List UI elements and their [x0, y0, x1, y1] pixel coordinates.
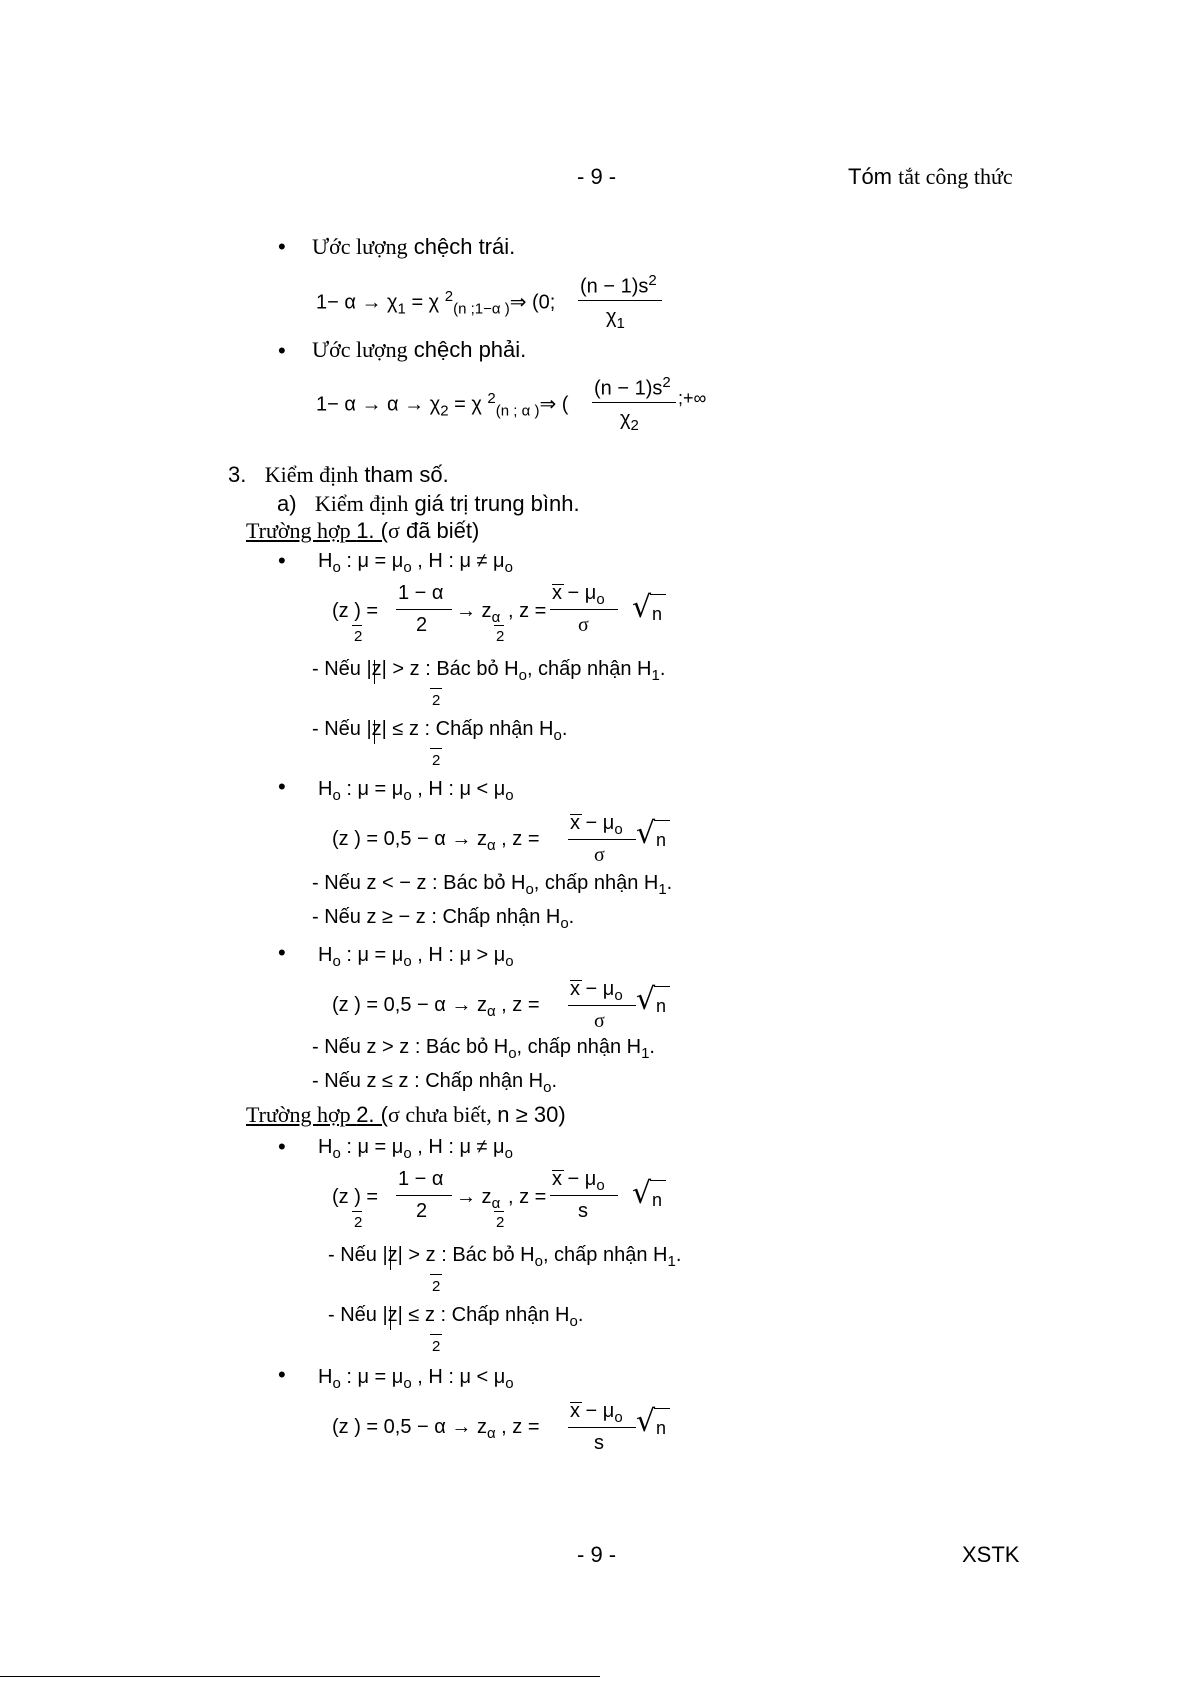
- stat-numerator: $x - \mu_o$: [570, 812, 623, 838]
- fraction-bar: [494, 1211, 504, 1212]
- fraction-bar: [578, 300, 662, 301]
- fraction-bar: [396, 609, 452, 610]
- rule-accept-z-den: 2: [432, 1338, 441, 1355]
- bullet: •: [278, 548, 286, 573]
- sqrt-bar: [654, 820, 670, 821]
- stat-denominator: s: [594, 1432, 604, 1454]
- fraction-bar: [550, 1195, 618, 1196]
- formula: (z ) = $0,5 - \alpha \to z_\alpha$ , z =: [332, 994, 540, 1020]
- stat-numerator: $x - \mu_o$: [552, 582, 605, 608]
- header-page-number: - 9 -: [577, 164, 617, 189]
- formula-arrow-den: 2: [496, 1214, 505, 1231]
- fraction-bar: [568, 1427, 636, 1428]
- hypothesis: $H_o$ : $\mu = \mu_o$ , H : $\mu < \mu_o$: [318, 778, 514, 804]
- header-title-rest: tắt công thức: [898, 164, 1013, 189]
- sqrt-bar: [650, 1180, 666, 1181]
- case1-label: Trường hợp 1. (σ đã biết): [246, 518, 480, 543]
- formula: (z ) = $0,5 - \alpha \to z_\alpha$ , z =: [332, 1416, 540, 1442]
- formula-lhs: (z ) =: [332, 1186, 379, 1208]
- formula-arrow-den: 2: [496, 628, 505, 645]
- hypothesis: $H_o$ : $\mu = \mu_o$ , H : $\mu \ne \mu_o$: [318, 550, 513, 576]
- fraction-bar: [430, 1274, 442, 1275]
- header-title: [848, 164, 1013, 190]
- subsection-heading: a) Kiểm định giá trị trung bình.: [277, 491, 580, 516]
- formula-lhs-sub: 2: [354, 628, 363, 645]
- bullet: •: [278, 234, 286, 259]
- fraction-bar: [430, 688, 442, 689]
- rule-reject-z-den: 2: [432, 1278, 441, 1295]
- sqrt-arg: n: [656, 996, 667, 1016]
- sqrt-symbol: √: [632, 590, 652, 625]
- estimation-right-label: Ước lượng chệch phải.: [312, 337, 527, 362]
- sqrt-arg: n: [652, 604, 663, 624]
- sqrt-symbol: √: [632, 1176, 652, 1211]
- estimation-right-formula: $1- \alpha \to \alpha \to \chi_2 = \chi$ $^2_{(n ; \alpha )}$⇒ (: [316, 390, 569, 420]
- bullet: •: [278, 774, 286, 799]
- fraction-bar: [430, 748, 442, 749]
- fraction-bar: [396, 1195, 452, 1196]
- rule-accept: - Nếu z ≥ − z : Chấp nhận $H_o$.: [312, 906, 575, 932]
- stat-denominator: σ: [594, 1010, 605, 1032]
- bottom-rule: [0, 1676, 600, 1677]
- sqrt-bar: [650, 594, 666, 595]
- formula-numerator: 1 − α: [398, 1168, 444, 1190]
- estimation-left-formula: $1- \alpha \to \chi_1 = \chi$ $^2_{(n ;1-\alpha )}$⇒ (0;: [316, 288, 556, 318]
- abs-bar: [374, 660, 375, 684]
- abs-bar: [390, 1246, 391, 1270]
- abs-bar: [374, 720, 375, 744]
- rule-reject: - Nếu |z| > z : Bác bỏ $H_o$, chấp nhận $H_1$.: [312, 658, 666, 684]
- estimation-left-denominator: $\chi_1$: [606, 306, 625, 332]
- fraction-bar: [352, 1211, 362, 1212]
- stat-numerator: $x - \mu_o$: [570, 1400, 623, 1426]
- footer-label: XSTK: [962, 1542, 1020, 1567]
- bullet: •: [278, 338, 286, 363]
- estimation-right-denominator: $\chi_2$: [620, 408, 639, 434]
- fraction-bar: [494, 625, 504, 626]
- rule-reject-z-den: 2: [432, 692, 441, 709]
- bullet: •: [278, 940, 286, 965]
- hypothesis: $H_o$ : $\mu = \mu_o$ , H : $\mu > \mu_o$: [318, 944, 514, 970]
- bullet: •: [278, 1362, 286, 1387]
- rule-reject: - Nếu z > z : Bác bỏ $H_o$, chấp nhận $H_1$.: [312, 1036, 655, 1062]
- stat-numerator: $x - \mu_o$: [570, 978, 623, 1004]
- footer-page-number: - 9 -: [577, 1542, 617, 1567]
- rule-accept: - Nếu z ≤ z : Chấp nhận $H_o$.: [312, 1070, 557, 1096]
- formula-sep: , z =: [508, 1186, 547, 1208]
- fraction-bar: [352, 625, 362, 626]
- rule-accept-z-den: 2: [432, 752, 441, 769]
- fraction-bar: [592, 402, 676, 403]
- sqrt-symbol: √: [636, 1404, 656, 1439]
- formula-lhs-sub: 2: [354, 1214, 363, 1231]
- formula: (z ) = $0,5 - \alpha \to z_\alpha$ , z =: [332, 828, 540, 854]
- case2-label: Trường hợp 2. (σ chưa biết, n ≥ 30): [246, 1102, 566, 1127]
- fraction-bar: [550, 609, 618, 610]
- sqrt-symbol: √: [636, 982, 656, 1017]
- hypothesis: $H_o$ : $\mu = \mu_o$ , H : $\mu \ne \mu_o$: [318, 1136, 513, 1162]
- abs-bar: [390, 1306, 391, 1330]
- formula-numerator: 1 − α: [398, 582, 444, 604]
- sqrt-arg: n: [656, 830, 667, 850]
- stat-denominator: s: [578, 1200, 588, 1222]
- formula-lhs: (z ) =: [332, 600, 379, 622]
- formula-denominator: 2: [416, 1200, 428, 1222]
- fraction-bar: [430, 1334, 442, 1335]
- sqrt-symbol: √: [636, 816, 656, 851]
- stat-denominator: σ: [594, 844, 605, 866]
- rule-reject: - Nếu |z| > z : Bác bỏ $H_o$, chấp nhận $H_1$.: [328, 1244, 682, 1270]
- estimation-left-label: Ước lượng chệch trái.: [312, 234, 516, 259]
- stat-denominator: σ: [578, 614, 589, 636]
- rule-accept: - Nếu |z| ≤ z : Chấp nhận $H_o$.: [312, 718, 568, 744]
- fraction-bar: [568, 1005, 636, 1006]
- hypothesis: $H_o$ : $\mu = \mu_o$ , H : $\mu < \mu_o$: [318, 1366, 514, 1392]
- estimation-left-numerator: $(n - 1)s^2$: [580, 272, 657, 298]
- estimation-right-numerator: $(n - 1)s^2$: [594, 374, 671, 400]
- rule-reject: - Nếu z < − z : Bác bỏ $H_o$, chấp nhận $H_1$.: [312, 872, 673, 898]
- rule-accept: - Nếu |z| ≤ z : Chấp nhận $H_o$.: [328, 1304, 584, 1330]
- formula-arrow: → $z_\alpha$: [456, 600, 501, 626]
- sqrt-bar: [654, 986, 670, 987]
- fraction-bar: [568, 839, 636, 840]
- estimation-right-tail: ;+∞: [678, 388, 707, 408]
- sqrt-arg: n: [656, 1418, 667, 1438]
- formula-sep: , z =: [508, 600, 547, 622]
- sqrt-bar: [654, 1408, 670, 1409]
- sqrt-arg: n: [652, 1190, 663, 1210]
- stat-numerator: $x - \mu_o$: [552, 1168, 605, 1194]
- section-heading: 3. Kiểm định tham số.: [228, 462, 449, 487]
- formula-arrow: → $z_\alpha$: [456, 1186, 501, 1212]
- bullet: •: [278, 1134, 286, 1159]
- header-title-prefix: Tóm: [848, 164, 899, 189]
- formula-denominator: 2: [416, 614, 428, 636]
